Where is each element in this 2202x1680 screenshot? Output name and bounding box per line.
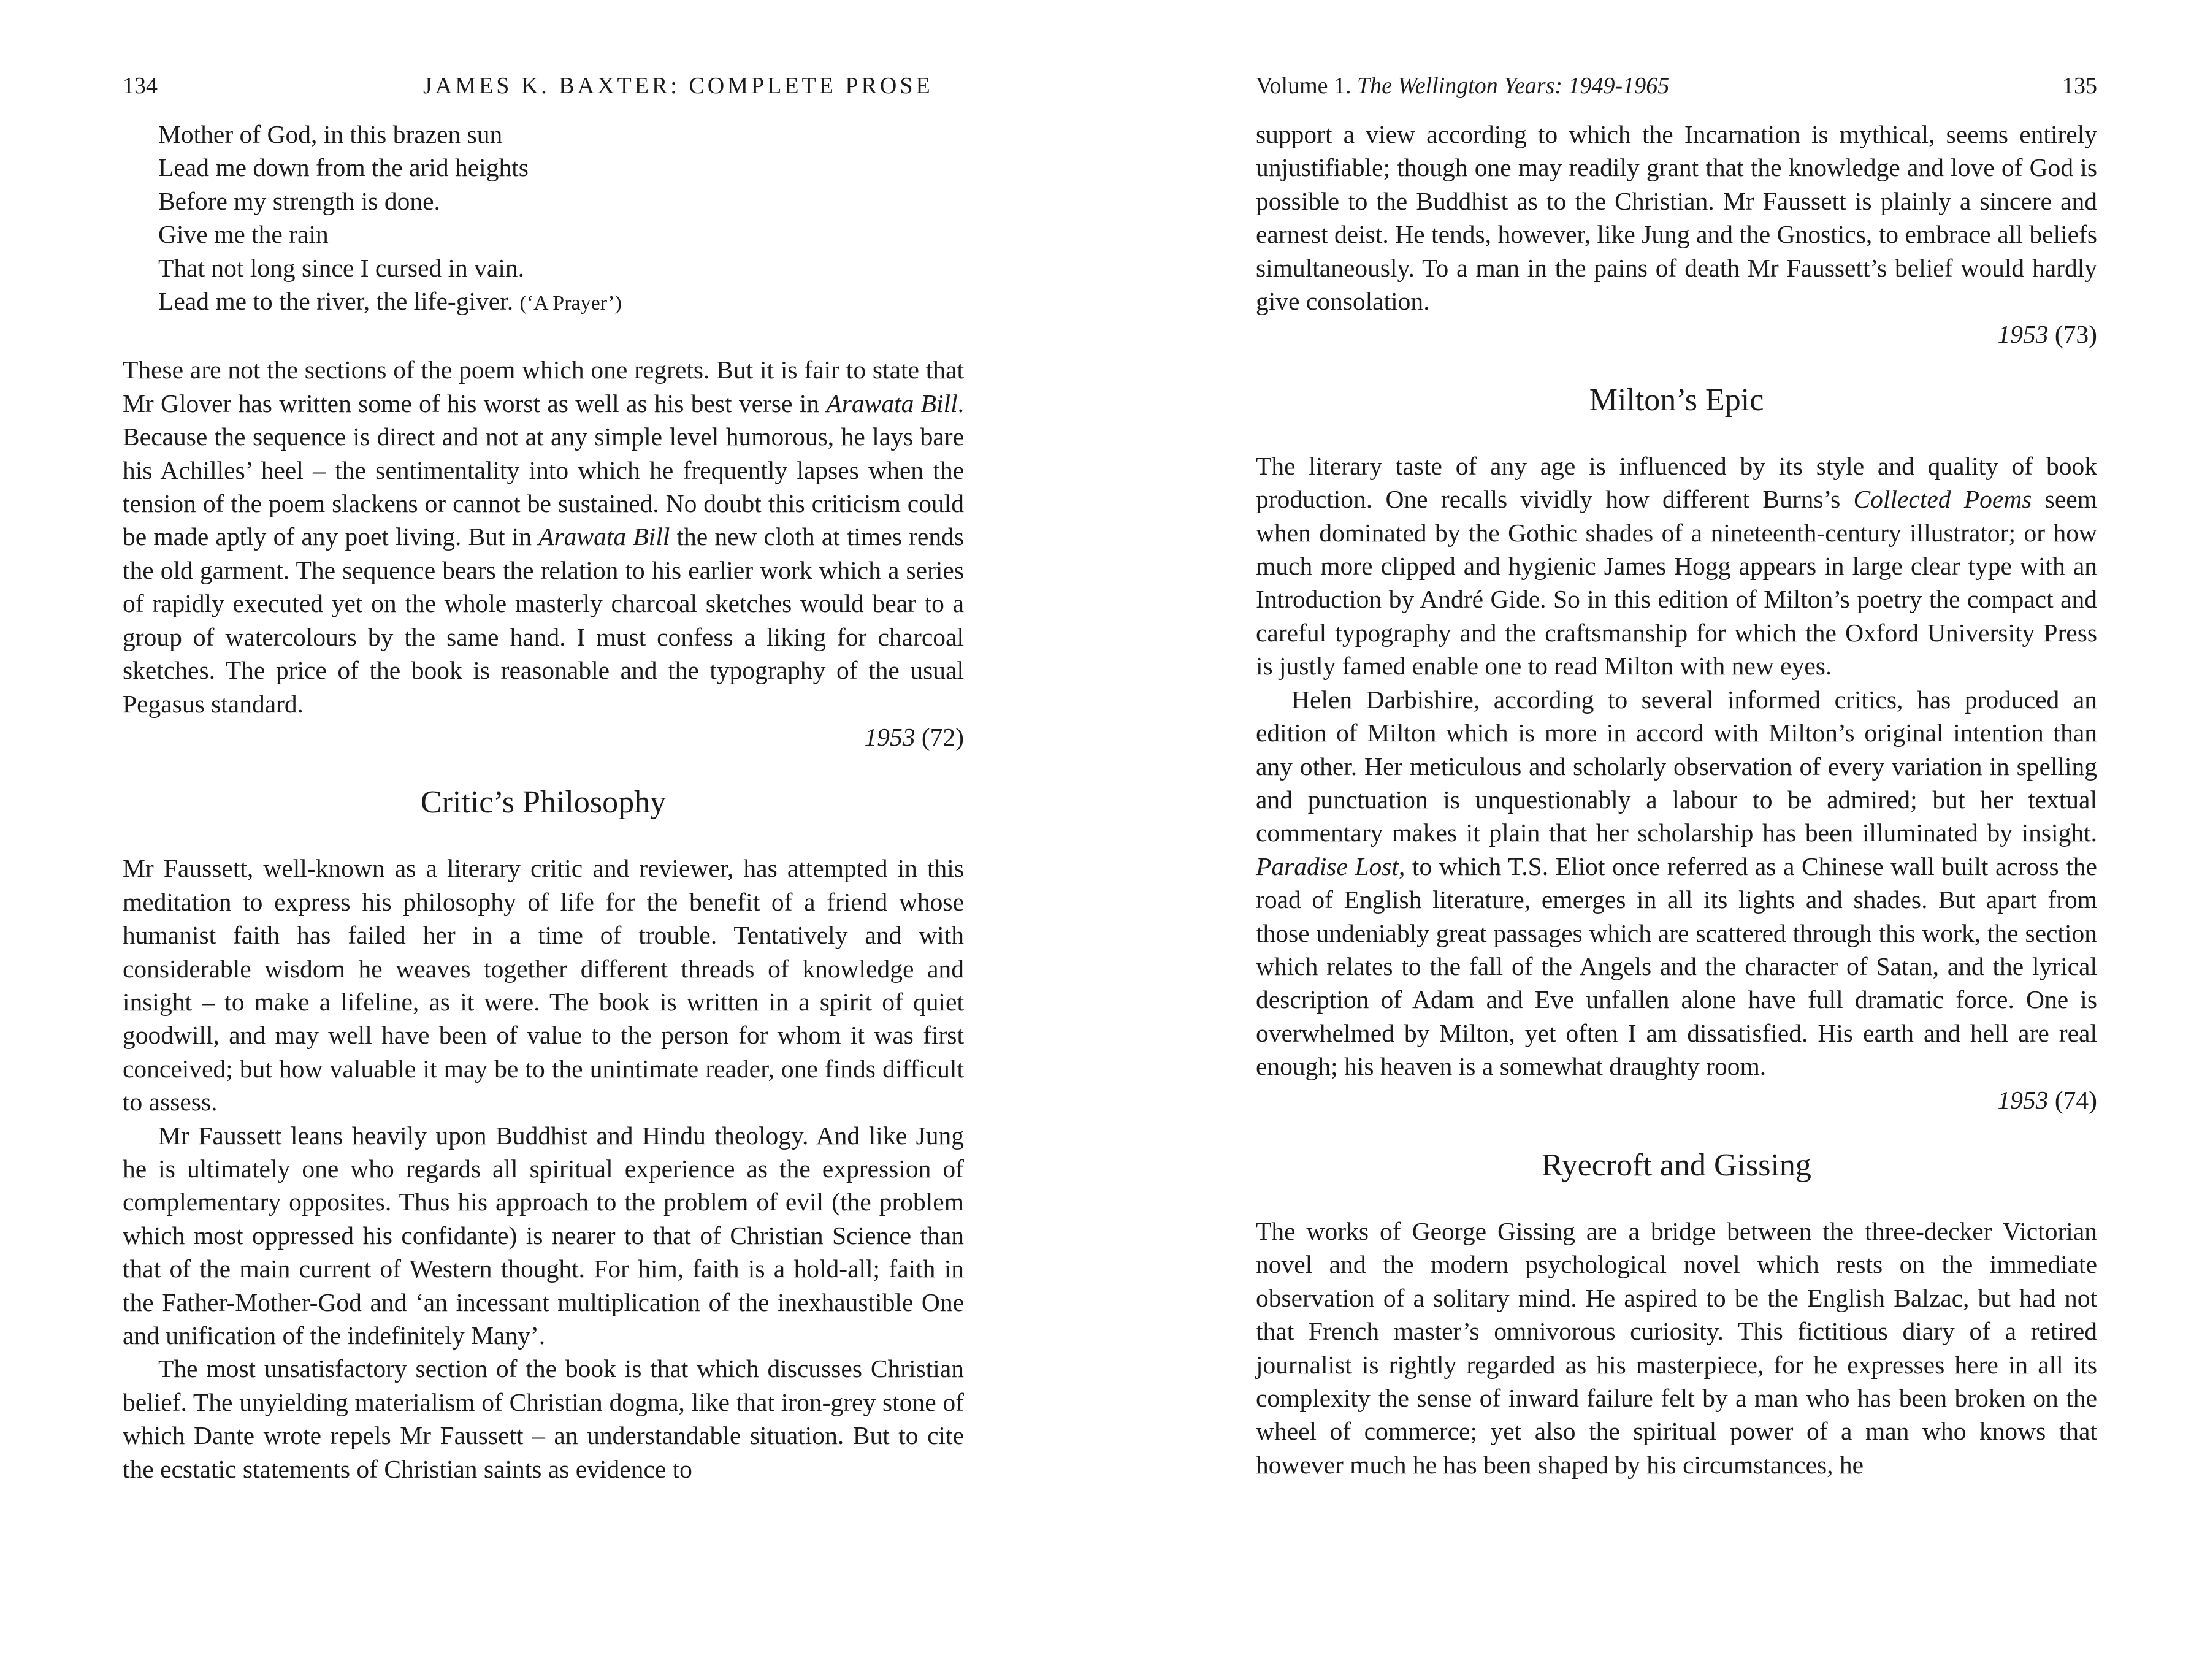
left-page-number: 134 (123, 73, 158, 99)
left-page-body (123, 118, 964, 1486)
milton-book-title: Collected Poems (1853, 485, 2032, 514)
verse-line: Before my strength is done. (158, 186, 440, 215)
glover-text-2: . Because the sequence is direct and not at any simple level humorous, he lays bare his Achilles’ heel – the sentimentality into which he frequently lapses when the tension of the poem slackens or cannot be sustained. No doubt this criticism could be made aptly of any poet living. But in (123, 389, 965, 551)
glover-book-title-1: Arawata Bill (826, 389, 958, 418)
verse-line: Mother of God, in this brazen sun (158, 120, 503, 148)
milton-paragraph-2 (1256, 683, 2097, 1083)
section-title-ryecroft-and-gissing: Ryecroft and Gissing (1542, 1147, 1811, 1183)
right-page-number: 135 (2062, 73, 2097, 99)
left-running-title: JAMES K. BAXTER: COMPLETE PROSE (423, 73, 933, 99)
right-running-title (1256, 67, 1669, 104)
right-running-title-italic: The Wellington Years: 1949-1965 (1357, 73, 1670, 99)
verse-line-text: Lead me to the river, the life-giver. (158, 287, 514, 316)
verse-line-last (158, 284, 964, 320)
section-title-miltons-epic: Milton’s Epic (1589, 382, 1764, 418)
dateline-ref: (74) (2048, 1085, 2097, 1114)
milton-paragraph-1 (1256, 449, 2097, 683)
paradise-lost-title: Paradise Lost (1256, 852, 1399, 880)
dateline-74 (1256, 1083, 2097, 1117)
faussett-paragraph-2: Mr Faussett leans heavily upon Buddhist and Hindu theology. And like Jung he is ultimately one who regards all spiritual experience as the expression of complementary opposites. Thus his approach to the problem of evil (the problem which most oppressed his confidante) is nearer to that of Christian Science than that of the main current of Western thought. For him, faith is a hold-all; faith in the Father-Mother-God and ‘an incessant multiplication of the inexhaustible One and unification of the indefinitely Many’. (123, 1121, 964, 1350)
milton-text-2: seem when dominated by the Gothic shades of a nineteenth-century illustrator; or how much more clipped and hygienic James Hogg appears in large clear type with an Introduction by André Gide. So in this edition of Milton’s poetry the compact and careful typography and the craftsmanship for which the Oxford University Press is justly famed enable one to read Milton with new eyes. (1256, 485, 2097, 681)
dateline-72 (123, 720, 964, 754)
glover-book-title-2: Arawata Bill (538, 522, 670, 551)
verse-line: Lead me down from the arid heights (158, 153, 529, 182)
glover-review-paragraph (123, 353, 964, 720)
faussett-paragraph-continued: support a view according to which the Incarnation is mythical, seems entirely unjustifiable; though one may readily grant that the knowledge and love of God is possible to the Buddhist as to the Christian. Mr Faussett is plainly a sincere and earnest deist. He tends, however, like Jung and the Gnostics, to embrace all beliefs simultaneously. To a man in the pains of death Mr Faussett’s belief would hardly give consolation. (1256, 120, 2097, 316)
dateline-year: 1953 (864, 722, 916, 751)
verse-line: Give me the rain (158, 220, 329, 249)
right-running-head (1256, 67, 2097, 104)
gissing-paragraph-1: The works of George Gissing are a bridge between the three-decker Victorian novel and the modern psychological novel which rests on the immediate observation of a solitary mind. He aspired to be the English Balzac, but had not that French master’s omnivorous curiosity. This fictitious diary of a retired journalist is rightly regarded as his masterpiece, for he expresses here in all its complexity the sense of inward failure felt by a man who has been broken on the wheel of commerce; yet also the spiritual power of a man who knows that however much he has been shaped by his circumstances, he (1256, 1216, 2097, 1479)
verse-quotation (158, 118, 964, 320)
glover-text-3: the new cloth at times rends the old garment. The sequence bears the relation to his earlier work which a series of rapidly executed yet on the whole masterly charcoal sketches would bear to a group of watercolours by the same hand. I must confess a liking for charcoal sketches. The price of the book is reasonable and the typography of the usual Pegasus standard. (123, 522, 964, 718)
glover-text-1: These are not the sections of the poem which one regrets. But it is fair to state that Mr Glover has written some of his worst as well as his best verse in (123, 356, 964, 418)
dateline-year: 1953 (1997, 1085, 2049, 1114)
dateline-73 (1256, 318, 2097, 351)
dateline-ref: (73) (2048, 320, 2097, 349)
verse-citation: (‘A Prayer’) (519, 292, 622, 315)
right-running-title-prefix: Volume 1. (1256, 73, 1358, 99)
verse-line: That not long since I cursed in vain. (158, 253, 524, 282)
section-title-critics-philosophy: Critic’s Philosophy (420, 785, 667, 820)
dateline-year: 1953 (1997, 320, 2049, 349)
right-page-body (1256, 118, 2097, 1481)
left-running-head (123, 67, 964, 104)
milton-p2-text-1: Helen Darbishire, according to several informed critics, has produced an edition of Milton which is more in accord with Milton’s original intention than any other. Her meticulous and scholarly observation of every variation in spelling and punctuation is unquestionably a labour to be admired; but her textual commentary makes it plain that her scholarship has been illuminated by insight. (1256, 685, 2097, 847)
milton-text-1: The literary taste of any age is influenced by its style and quality of book production. One recalls vividly how different Burns’s (1256, 451, 2097, 514)
faussett-paragraph-1: Mr Faussett, well-known as a literary critic and reviewer, has attempted in this meditation to express his philosophy of life for the benefit of a friend whose humanist faith has failed her in a time of trouble. Tentatively and with considerable wisdom he weaves together different threads of knowledge and insight – to make a lifeline, as it were. The book is written in a spirit of quiet goodwill, and may well have been of value to the person for whom it was first conceived; but how valuable it may be to the unintimate reader, one finds difficult to assess. (123, 854, 964, 1117)
dateline-ref: (72) (915, 722, 964, 751)
milton-p2-text-2: , to which T.S. Eliot once referred as a Chinese wall built across the road of English literature, emerges in all its lights and shades. But apart from those undeniably great passages which are scattered through this work, the section which relates to the fall of the Angels and the character of Satan, and the lyrical description of Adam and Eve unfallen alone have full dramatic force. One is overwhelmed by Milton, yet often I am dissatisfied. His earth and hell are real enough; his heaven is a somewhat draughty room. (1256, 852, 2097, 1081)
faussett-paragraph-3: The most unsatisfactory section of the book is that which discusses Christian belief. The unyielding materialism of Christian dogma, like that iron-grey stone of which Dante wrote repels Mr Faussett – an understandable situation. But to cite the ecstatic statements of Christian saints as evidence to (123, 1354, 964, 1483)
